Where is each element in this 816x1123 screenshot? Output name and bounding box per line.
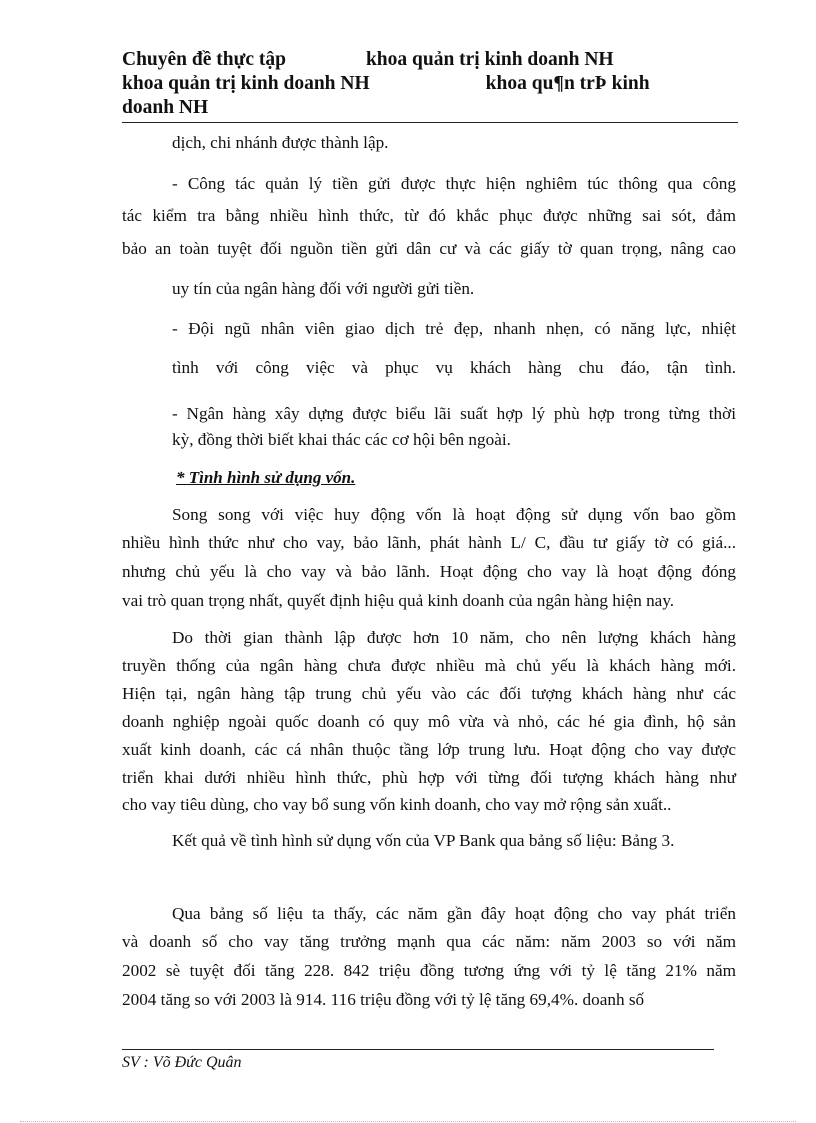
paragraph-line: Kết quả về tình hình sử dụng vốn của VP Bank qua bảng số liệu: Bảng 3. bbox=[172, 831, 675, 850]
paragraph-line: Qua bảng số liệu ta thấy, các năm gần đây hoạt động cho vay phát triển bbox=[172, 904, 736, 923]
paragraph-line: - Đội ngũ nhân viên giao dịch trẻ đẹp, nhanh nhẹn, có năng lực, nhiệt bbox=[172, 319, 736, 338]
paragraph-line: triển khai dưới nhiều hình thức, phù hợp với từng đối tượng khách hàng như bbox=[122, 768, 736, 787]
header-department: khoa quản trị kinh doanh NH bbox=[365, 49, 614, 70]
paragraph-line: dịch, chi nhánh được thành lập. bbox=[172, 133, 389, 152]
footer-divider bbox=[122, 1049, 714, 1050]
paragraph-line: - Công tác quản lý tiền gửi được thực hiện nghiêm túc thông qua công bbox=[172, 174, 736, 193]
paragraph-line: 2004 tăng so với 2003 là 914. 116 triệu đồng với tỷ lệ tăng 69,4%. doanh số bbox=[122, 990, 645, 1009]
paragraph-line: 2002 sè tuyệt đối tăng 228. 842 triệu đồng tương ứng với tỷ lệ tăng 21% năm bbox=[122, 961, 736, 980]
paragraph-line: Hiện tại, ngân hàng tập trung chủ yếu vào các đối tượng khách hàng như các bbox=[122, 684, 736, 703]
paragraph-line: và doanh số cho vay tăng trưởng mạnh qua các năm: năm 2003 so với năm bbox=[122, 932, 736, 951]
header-title: Chuyên đề thực tập bbox=[122, 49, 286, 70]
paragraph-line: - Ngân hàng xây dựng được biểu lãi suất hợp lý phù hợp trong từng thời bbox=[172, 404, 736, 423]
page-bottom-edge bbox=[20, 1121, 796, 1122]
paragraph-line: nhưng chủ yếu là cho vay và bảo lãnh. Hoạt động cho vay là hoạt động đóng bbox=[122, 562, 736, 581]
paragraph-line: uy tín của ngân hàng đối với người gửi tiền. bbox=[172, 279, 475, 298]
paragraph-line: truyền thống của ngân hàng chưa được nhiều mà chủ yếu là khách hàng mới. bbox=[122, 656, 736, 675]
paragraph-line: Song song với việc huy động vốn là hoạt động sử dụng vốn bao gồm bbox=[172, 505, 736, 524]
header-line-3 bbox=[122, 96, 738, 120]
paragraph-line: bảo an toàn tuyệt đối nguồn tiền gửi dân cư và các giấy tờ quan trọng, nâng cao bbox=[122, 239, 736, 258]
paragraph-line: doanh nghiệp ngoài quốc doanh có quy mô vừa và nhỏ, các hé gia đình, hộ sản bbox=[122, 712, 736, 731]
paragraph-line: cho vay tiêu dùng, cho vay bổ sung vốn kinh doanh, cho vay mở rộng sản xuất.. bbox=[122, 795, 672, 814]
paragraph-line: nhiều hình thức như cho vay, bảo lãnh, phát hành L/ C, đầu tư giấy tờ có giá... bbox=[122, 533, 736, 552]
paragraph-line: tình với công việc và phục vụ khách hàng chu đáo, tận tình. bbox=[172, 358, 736, 377]
paragraph-line: vai trò quan trọng nhất, quyết định hiệu quả kinh doanh của ngân hàng hiện nay. bbox=[122, 591, 675, 610]
paragraph-line: tác kiểm tra bằng nhiều hình thức, từ đó khắc phục được những sai sót, đảm bbox=[122, 206, 736, 225]
footer-author: SV : Võ Đức Quân bbox=[122, 1054, 242, 1071]
paragraph-line: xuất kinh doanh, các cá nhân thuộc tầng lớp trung lưu. Hoạt động cho vay được bbox=[122, 740, 736, 759]
header-department-repeat: khoa quản trị kinh doanh NH bbox=[122, 73, 370, 94]
header-line-2 bbox=[122, 72, 738, 96]
section-heading: * Tình hình sử dụng vốn. bbox=[176, 468, 356, 487]
header-department-garbled: khoa qu¶n trÞ kinh bbox=[485, 73, 650, 94]
paragraph-line: kỳ, đồng thời biết khai thác các cơ hội bên ngoài. bbox=[172, 430, 511, 449]
header-department-tail: doanh NH bbox=[122, 97, 209, 118]
paragraph-line: Do thời gian thành lập được hơn 10 năm, cho nên lượng khách hàng bbox=[172, 628, 736, 647]
page-header bbox=[122, 48, 738, 123]
header-line-1 bbox=[122, 48, 738, 72]
